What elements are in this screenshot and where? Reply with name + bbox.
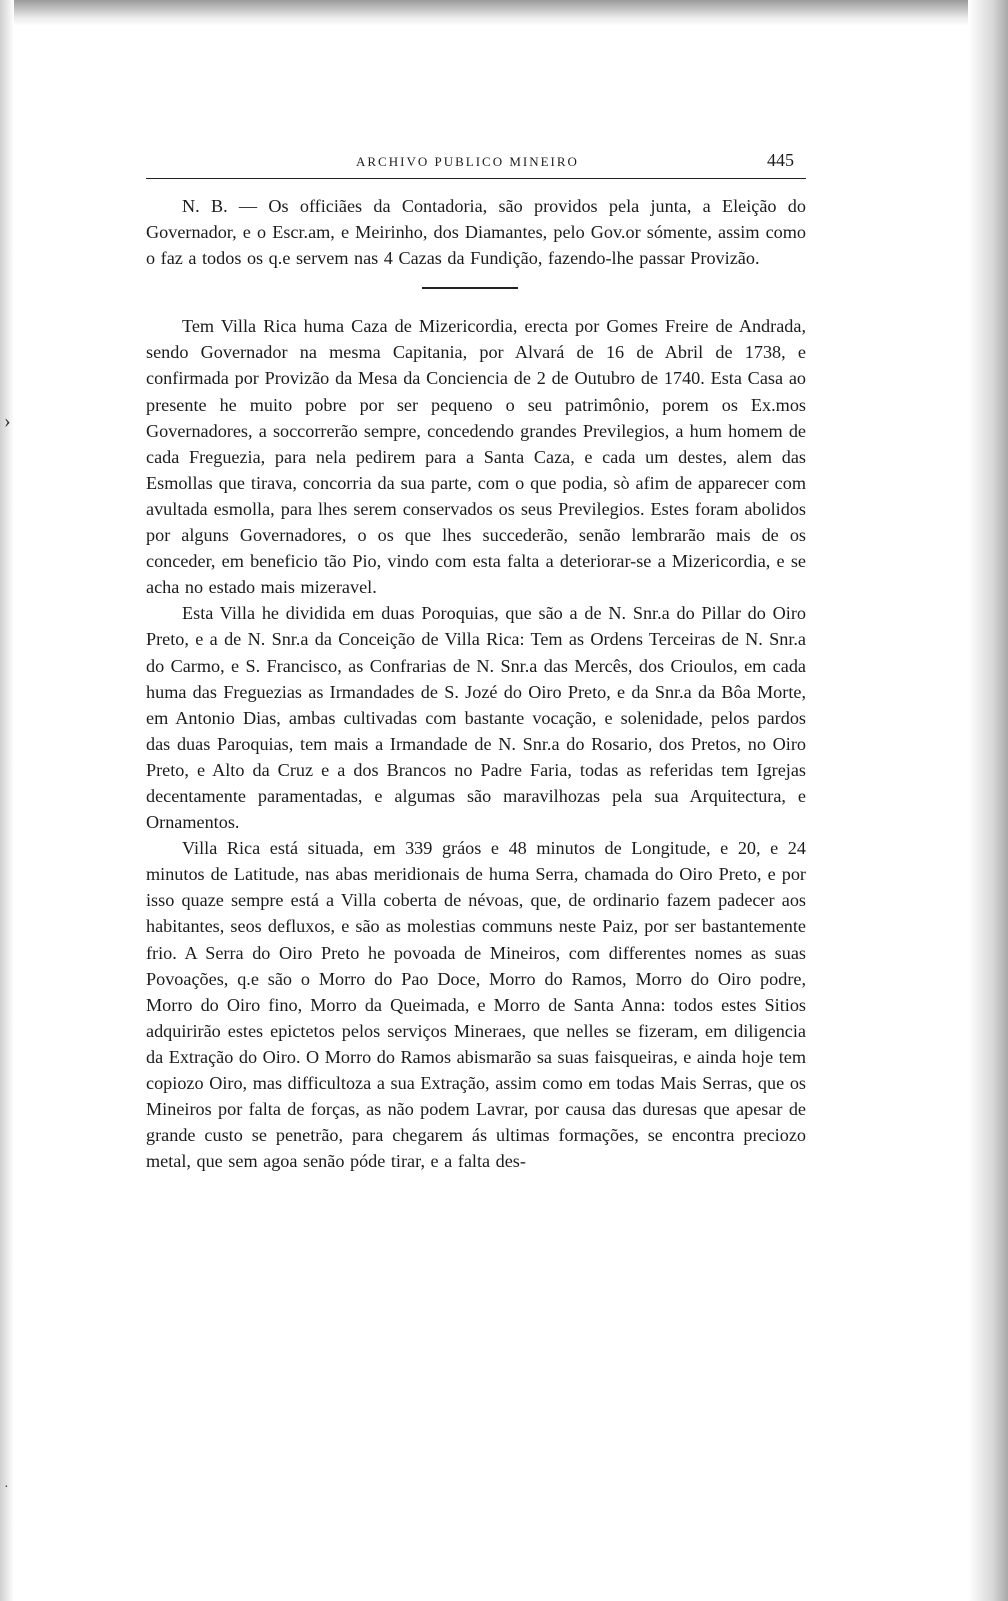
- margin-mark: ›: [4, 410, 11, 432]
- body-text: [146, 193, 806, 1174]
- paragraph-mizericordia: Tem Villa Rica huma Caza de Mizericordia, erecta por Gomes Freire de Andrada, sendo Governador na mesma Capitania, por Alvará de 16 de Abril de 1738, e confirmada por Provizão da Mesa da Conciencia de 2 de Outubro de 1740. Esta Casa ao presente he muito pobre por ser pequeno o seu patrimônio, porem os Ex.mos Governadores, a soccorrerão sempre, concedendo grandes Previlegios, a hum homem de cada Freguezia, para nela pedirem para a Santa Caza, e cada um destes, alem das Esmollas que tirava, concorria da sua parte, com o que podia, sò afim de apparecer com avultada esmolla, para lhes serem conservados os seus Previlegios. Estes foram abolidos por alguns Governadores, o os que lhes succederão, senão lembrarão mais de os conceder, em beneficio tão Pio, vindo com esta falta a deteriorar-se a Mizericordia, e se acha no estado mais mizeravel.: [146, 316, 806, 598]
- running-head: [146, 150, 806, 179]
- margin-mark: ·: [4, 1480, 9, 1495]
- document-page: [146, 150, 806, 1174]
- paragraph-situacao: Villa Rica está situada, em 339 gráos e 48 minutos de Longitude, e 20, e 24 minutos de Latitude, nas abas meridionais de huma Serra, chamada do Oiro Preto, e por isso quaze sempre está a Villa coberta de névoas, que, de ordinario fazem padecer aos habitantes, seos defluxos, e são as molestias communs neste Paiz, por ser bastantemente frio. A Serra do Oiro Preto he povoada de Mineiros, com differentes nomes as suas Povoações, q.e são o Morro do Pao Doce, Morro do Ramos, Morro do Oiro podre, Morro do Oiro fino, Morro da Queimada, e Morro de Santa Anna: todos estes Sitios adquirirão estes epictetos pelos serviços Mineraes, que nelles se fizeram, em diligencia da Extração do Oiro. O Morro do Ramos abismarão sa suas faisqueiras, e ainda hoje tem copiozo Oiro, mas difficultoza a sua Extração, assim como em todas Mais Serras, que os Mineiros por falta de forças, as não podem Lavrar, por causa das duresas que apesar de grande custo se penetrão, para chegarem ás ultimas formações, se encontra preciozo metal, que sem agoa senão póde tirar, e a falta des-: [146, 838, 806, 1172]
- paragraph-nb: N. B. — Os officiães da Contadoria, são providos pela junta, a Eleição do Governador, e o Escr.am, e Meirinho, dos Diamantes, pelo Gov.or sómente, assim como o faz a todos os q.e servem nas 4 Cazas da Fundição, fazendo-lhe passar Provizão.: [146, 196, 806, 269]
- scan-edge-right: [968, 0, 1008, 1601]
- section-divider: [422, 287, 518, 289]
- scan-edge-left: [0, 0, 14, 1601]
- running-title: ARCHIVO PUBLICO MINEIRO: [356, 154, 579, 169]
- paragraph-paroquias: Esta Villa he dividida em duas Poroquias, que são a de N. Snr.a do Pillar do Oiro Preto, e a de N. Snr.a da Conceição de Villa Rica: Tem as Ordens Terceiras de N. Snr.a do Carmo, e S. Francisco, as Confrarias de N. Snr.a das Mercês, dos Crioulos, em cada huma das Freguezias as Irmandades de S. Jozé do Oiro Preto, e da Snr.a da Bôa Morte, em Antonio Dias, ambas cultivadas com bastante vocação, e solenidade, pelos pardos das duas Paroquias, tem mais a Irmandade de N. Snr.a do Rosario, dos Pretos, no Oiro Preto, e Alto da Cruz e a dos Brancos no Padre Faria, todas as referidas tem Igrejas decentamente paramentadas, e algumas são maravilhozas pela sua Arquitectura, e Ornamentos.: [146, 603, 806, 833]
- scan-edge-top: [0, 0, 1008, 26]
- page-number: 445: [767, 150, 794, 170]
